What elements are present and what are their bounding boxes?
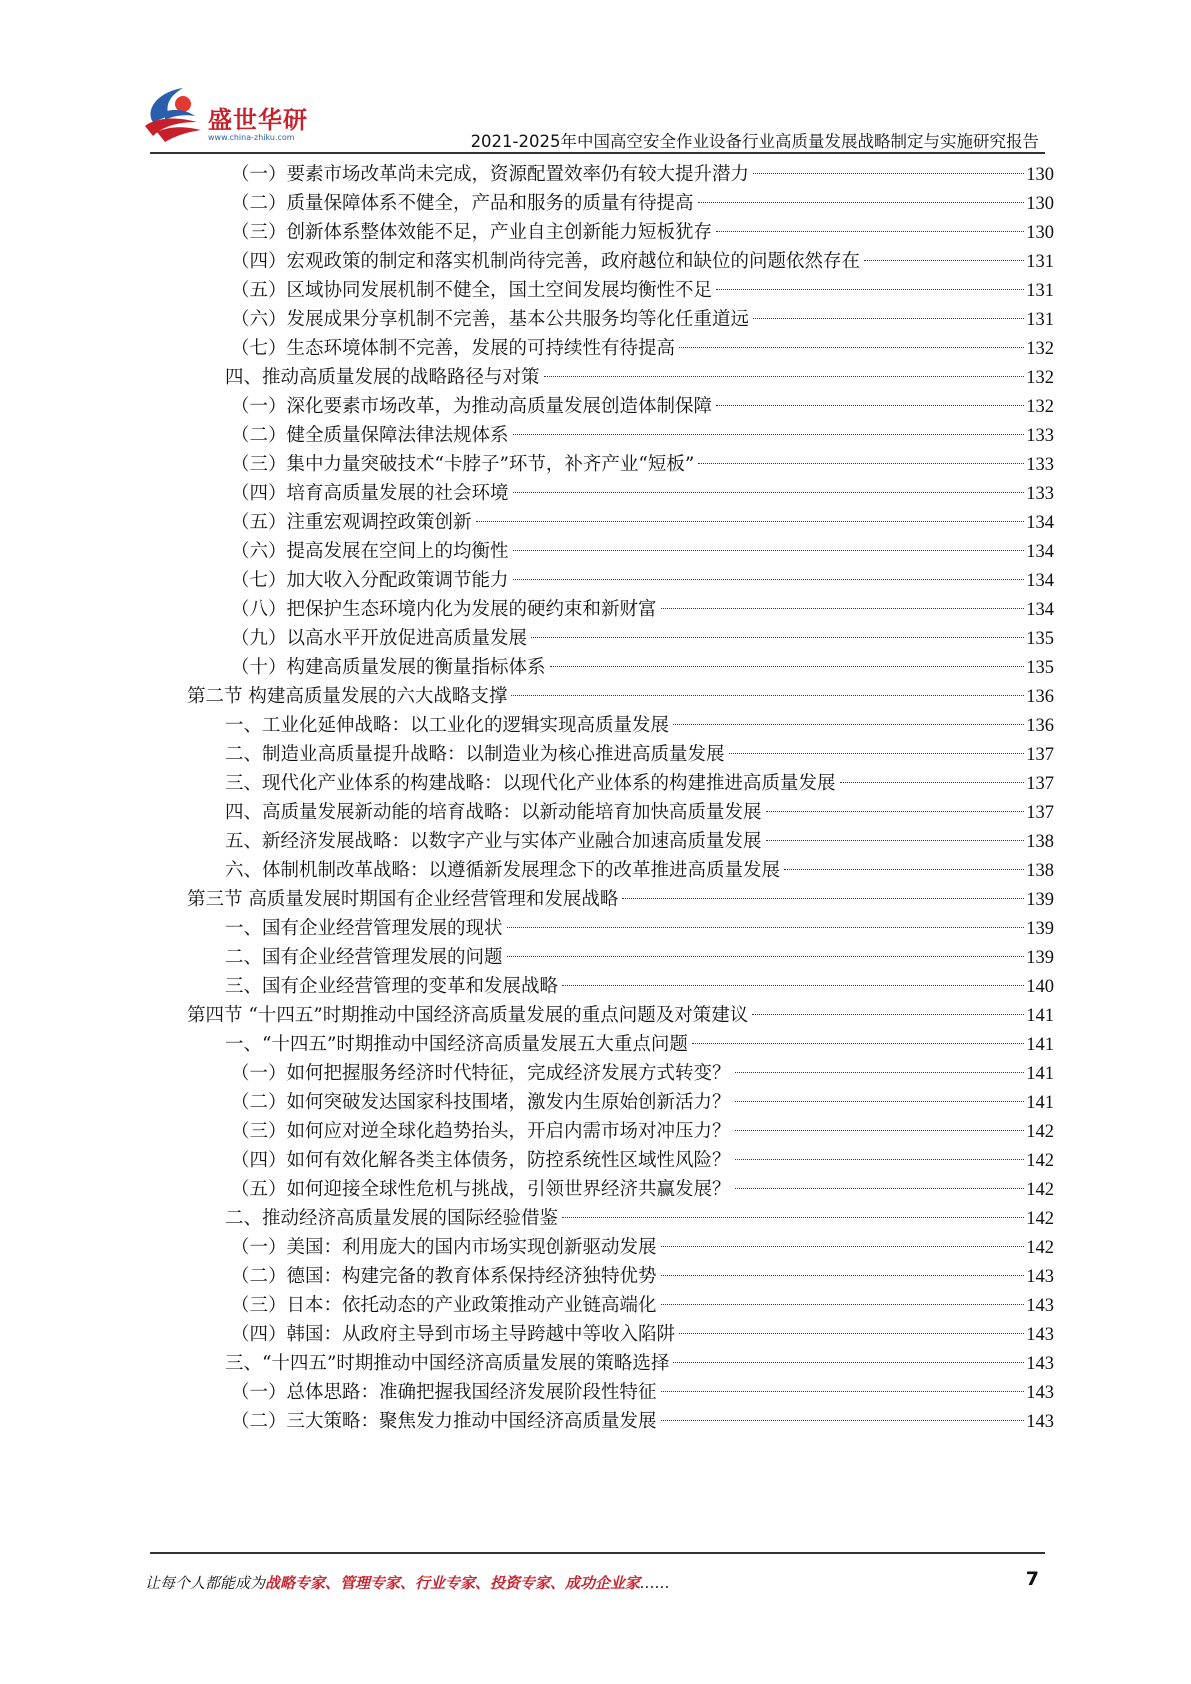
toc-dot-leader [513,492,1025,493]
toc-dot-leader [661,1420,1025,1421]
toc-entry[interactable] [231,1145,1054,1177]
toc-dot-leader [716,405,1024,406]
toc-entry[interactable] [231,652,1054,684]
toc-entry-title: （六）提高发展在空间上的均衡性 [231,541,509,562]
toc-entry-page: 132 [1026,368,1054,388]
toc-entry[interactable] [231,188,1054,220]
toc-dot-leader [661,1275,1025,1276]
toc-dot-leader [679,1333,1024,1334]
toc-entry[interactable] [225,826,1054,858]
toc-dot-leader [507,956,1025,957]
toc-entry-title: （二）三大策略：聚焦发力推动中国经济高质量发展 [231,1411,657,1432]
toc-entry-title: （三）集中力量突破技术“卡脖子”环节，补齐产业“短板” [231,454,695,475]
toc-dot-leader [661,1246,1025,1247]
toc-entry-page: 130 [1026,165,1054,185]
toc-entry-page: 137 [1026,803,1054,823]
toc-dot-leader [550,666,1025,667]
header-divider [150,152,1045,154]
toc-entry-page: 140 [1026,977,1054,997]
toc-entry-title: （四）培育高质量发展的社会环境 [231,483,509,504]
toc-dot-leader [735,1188,1025,1189]
toc-entry-title: （一）深化要素市场改革，为推动高质量发展创造体制保障 [231,396,713,417]
toc-entry[interactable] [231,275,1054,307]
toc-entry[interactable] [231,1319,1054,1351]
toc-entry[interactable] [225,710,1054,742]
toc-entry-page: 134 [1026,542,1054,562]
toc-entry-page: 133 [1026,426,1054,446]
toc-entry[interactable] [231,1377,1054,1409]
toc-entry-title: （二）质量保障体系不健全，产品和服务的质量有待提高 [231,193,694,214]
toc-dot-leader [661,608,1025,609]
toc-entry-title: （四）宏观政策的制定和落实机制尚待完善，政府越位和缺位的问题依然存在 [231,251,861,272]
toc-entry-page: 136 [1026,687,1054,707]
toc-entry-title: （四）韩国：从政府主导到市场主导跨越中等收入陷阱 [231,1324,676,1345]
toc-entry-page: 134 [1026,600,1054,620]
toc-entry-title: （一）要素市场改革尚未完成，资源配置效率仍有较大提升潜力 [231,164,750,185]
toc-entry-page: 134 [1026,571,1054,591]
toc-entry-title: （五）如何迎接全球性危机与挑战，引领世界经济共赢发展？ [231,1179,731,1200]
toc-entry-title: （二）如何突破发达国家科技围堵，激发内生原始创新活力？ [231,1092,731,1113]
toc-dot-leader [698,202,1025,203]
toc-entry-title: （五）区域协同发展机制不健全，国土空间发展均衡性不足 [231,280,713,301]
toc-dot-leader [673,1362,1024,1363]
toc-entry-title: （三）创新体系整体效能不足，产业自主创新能力短板犹存 [231,222,713,243]
toc-dot-leader [864,260,1024,261]
toc-dot-leader [784,869,1024,870]
toc-entry-title: （三）日本：依托动态的产业政策推动产业链高端化 [231,1295,657,1316]
toc-dot-leader [661,1304,1025,1305]
toc-entry-page: 131 [1026,252,1054,272]
toc-entry[interactable] [231,159,1054,191]
toc-entry[interactable] [231,420,1054,452]
toc-entry-page: 143 [1026,1267,1054,1287]
toc-entry-title: （一）如何把握服务经济时代特征，完成经济发展方式转变？ [231,1063,731,1084]
page-number: 7 [1025,1568,1039,1590]
toc-dot-leader [735,1159,1025,1160]
toc-entry-page: 139 [1026,948,1054,968]
toc-dot-leader [735,1130,1025,1131]
toc-entry[interactable] [187,681,1054,713]
toc-entry[interactable] [187,884,1054,916]
toc-entry[interactable] [231,333,1054,365]
toc-dot-leader [511,695,1024,696]
toc-entry-title: （五）注重宏观调控政策创新 [231,512,472,533]
toc-entry-page: 143 [1026,1325,1054,1345]
toc-entry-title: 四、推动高质量发展的战略路径与对策 [225,367,540,388]
toc-entry[interactable] [231,1058,1054,1090]
toc-entry[interactable] [225,768,1054,800]
toc-entry[interactable] [231,507,1054,539]
toc-entry-page: 136 [1026,716,1054,736]
toc-entry-page: 141 [1026,1064,1054,1084]
toc-entry-page: 141 [1026,1006,1054,1026]
toc-dot-leader [735,1101,1025,1102]
toc-dot-leader [673,724,1024,725]
toc-entry-title: （一）美国：利用庞大的国内市场实现创新驱动发展 [231,1237,657,1258]
toc-entry-page: 141 [1026,1093,1054,1113]
toc-entry-page: 143 [1026,1412,1054,1432]
toc-entry[interactable] [231,1406,1054,1438]
toc-entry[interactable] [225,913,1054,945]
toc-entry[interactable] [225,362,1054,394]
toc-entry[interactable] [231,449,1054,481]
toc-dot-leader [766,811,1025,812]
toc-entry[interactable] [231,536,1054,568]
toc-entry-title: 三、现代化产业体系的构建战略：以现代化产业体系的构建推进高质量发展 [225,773,836,794]
toc-entry[interactable] [231,1116,1054,1148]
toc-dot-leader [752,1014,1024,1015]
toc-entry-page: 130 [1026,223,1054,243]
toc-entry-page: 135 [1026,629,1054,649]
toc-dot-leader [507,927,1025,928]
toc-entry-page: 142 [1026,1122,1054,1142]
toc-dot-leader [735,1072,1025,1073]
toc-entry-page: 135 [1026,658,1054,678]
toc-entry[interactable] [231,623,1054,655]
toc-entry-page: 143 [1026,1296,1054,1316]
footer-slogan [145,1572,670,1593]
toc-entry-page: 131 [1026,281,1054,301]
toc-entry-page: 141 [1026,1035,1054,1055]
toc-entry-title: 二、国有企业经营管理发展的问题 [225,947,503,968]
toc-entry-page: 142 [1026,1180,1054,1200]
toc-entry-page: 139 [1026,890,1054,910]
toc-entry[interactable] [231,1174,1054,1206]
toc-entry[interactable] [231,1261,1054,1293]
toc-dot-leader [840,782,1025,783]
toc-entry-page: 133 [1026,484,1054,504]
toc-entry[interactable] [231,1290,1054,1322]
toc-entry-page: 143 [1026,1383,1054,1403]
toc-dot-leader [766,840,1025,841]
toc-dot-leader [622,898,1024,899]
toc-entry-title: （七）生态环境体制不完善，发展的可持续性有待提高 [231,338,676,359]
brand-name: 盛世华研 [208,106,308,134]
footer-divider [150,1552,1045,1554]
toc-entry[interactable] [225,797,1054,829]
toc-entry-title: 六、体制机制改革战略：以遵循新发展理念下的改革推进高质量发展 [225,860,781,881]
toc-entry-page: 143 [1026,1354,1054,1374]
toc-entry-title: （一）总体思路：准确把握我国经济发展阶段性特征 [231,1382,657,1403]
toc-entry[interactable] [225,1348,1054,1380]
toc-entry[interactable] [225,1203,1054,1235]
toc-dot-leader [531,637,1024,638]
toc-entry[interactable] [231,391,1054,423]
toc-entry-title: （二）德国：构建完备的教育体系保持经济独特优势 [231,1266,657,1287]
toc-dot-leader [513,434,1025,435]
toc-entry-page: 132 [1026,339,1054,359]
toc-entry-page: 138 [1026,832,1054,852]
toc-entry-page: 133 [1026,455,1054,475]
toc-entry-page: 131 [1026,310,1054,330]
toc-dot-leader [562,1217,1024,1218]
toc-entry-page: 142 [1026,1238,1054,1258]
toc-entry[interactable] [231,594,1054,626]
toc-entry-title: （三）如何应对逆全球化趋势抬头，开启内需市场对冲压力？ [231,1121,731,1142]
toc-entry[interactable] [231,565,1054,597]
toc-dot-leader [692,1043,1024,1044]
toc-entry[interactable] [225,739,1054,771]
slogan-highlight: 战略专家、管理专家、行业专家、投资专家、成功企业家 [265,1574,641,1592]
toc-entry-title: 三、“十四五”时期推动中国经济高质量发展的策略选择 [225,1353,670,1374]
toc-entry-title: （十）构建高质量发展的衡量指标体系 [231,657,546,678]
toc-entry[interactable] [225,855,1054,887]
toc-dot-leader [679,347,1024,348]
toc-entry-page: 132 [1026,397,1054,417]
toc-entry-title: 第三节 高质量发展时期国有企业经营管理和发展战略 [187,889,619,910]
toc-entry-title: （四）如何有效化解各类主体债务，防控系统性区域性风险？ [231,1150,731,1171]
toc-dot-leader [729,753,1025,754]
toc-entry-title: 二、推动经济高质量发展的国际经验借鉴 [225,1208,559,1229]
toc-dot-leader [753,318,1024,319]
toc-entry-title: 一、“十四五”时期推动中国经济高质量发展五大重点问题 [225,1034,688,1055]
toc-entry[interactable] [225,971,1054,1003]
slogan-prefix: 让每个人都能成为 [145,1574,266,1592]
toc-dot-leader [476,521,1025,522]
toc-dot-leader [562,985,1024,986]
toc-entry-title: 一、工业化延伸战略：以工业化的逻辑实现高质量发展 [225,715,670,736]
slogan-suffix: …… [640,1574,671,1592]
toc-entry[interactable] [231,217,1054,249]
toc-entry[interactable] [231,478,1054,510]
toc-entry-title: （七）加大收入分配政策调节能力 [231,570,509,591]
toc-entry-page: 134 [1026,513,1054,533]
toc-entry-page: 142 [1026,1151,1054,1171]
toc-entry-title: 三、国有企业经营管理的变革和发展战略 [225,976,559,997]
toc-dot-leader [513,550,1025,551]
toc-entry[interactable] [231,246,1054,278]
toc-dot-leader [544,376,1025,377]
toc-entry-page: 130 [1026,194,1054,214]
toc-dot-leader [753,173,1024,174]
toc-entry-title: 第四节 “十四五”时期推动中国经济高质量发展的重点问题及对策建议 [187,1005,749,1026]
toc-entry[interactable] [225,1029,1054,1061]
brand-url: www.china-zhiku.com [208,133,295,142]
toc-entry-title: （九）以高水平开放促进高质量发展 [231,628,528,649]
toc-dot-leader [716,231,1024,232]
toc-dot-leader [661,1391,1025,1392]
toc-entry-page: 142 [1026,1209,1054,1229]
toc-dot-leader [698,463,1024,464]
toc-entry-title: 一、国有企业经营管理发展的现状 [225,918,503,939]
toc-entry-title: （八）把保护生态环境内化为发展的硬约束和新财富 [231,599,657,620]
page-header [0,0,1191,160]
toc-dot-leader [513,579,1025,580]
toc-entry[interactable] [231,1087,1054,1119]
toc-entry-page: 138 [1026,861,1054,881]
toc-entry[interactable] [187,1000,1054,1032]
toc-entry-title: 第二节 构建高质量发展的六大战略支撑 [187,686,508,707]
report-title: 2021-2025年中国高空安全作业设备行业高质量发展战略制定与实施研究报告 [470,132,1039,151]
toc-entry-title: 四、高质量发展新动能的培育战略：以新动能培育加快高质量发展 [225,802,762,823]
toc-entry[interactable] [231,304,1054,336]
toc-entry-page: 137 [1026,774,1054,794]
toc-entry-title: （二）健全质量保障法律法规体系 [231,425,509,446]
toc-entry[interactable] [225,942,1054,974]
toc-dot-leader [716,289,1024,290]
toc-entry-title: 五、新经济发展战略：以数字产业与实体产业融合加速高质量发展 [225,831,762,852]
toc-entry[interactable] [231,1232,1054,1264]
toc-entry-title: （六）发展成果分享机制不完善，基本公共服务均等化任重道远 [231,309,750,330]
toc-entry-title: 二、制造业高质量提升战略：以制造业为核心推进高质量发展 [225,744,725,765]
toc-entry-page: 139 [1026,919,1054,939]
toc-entry-page: 137 [1026,745,1054,765]
